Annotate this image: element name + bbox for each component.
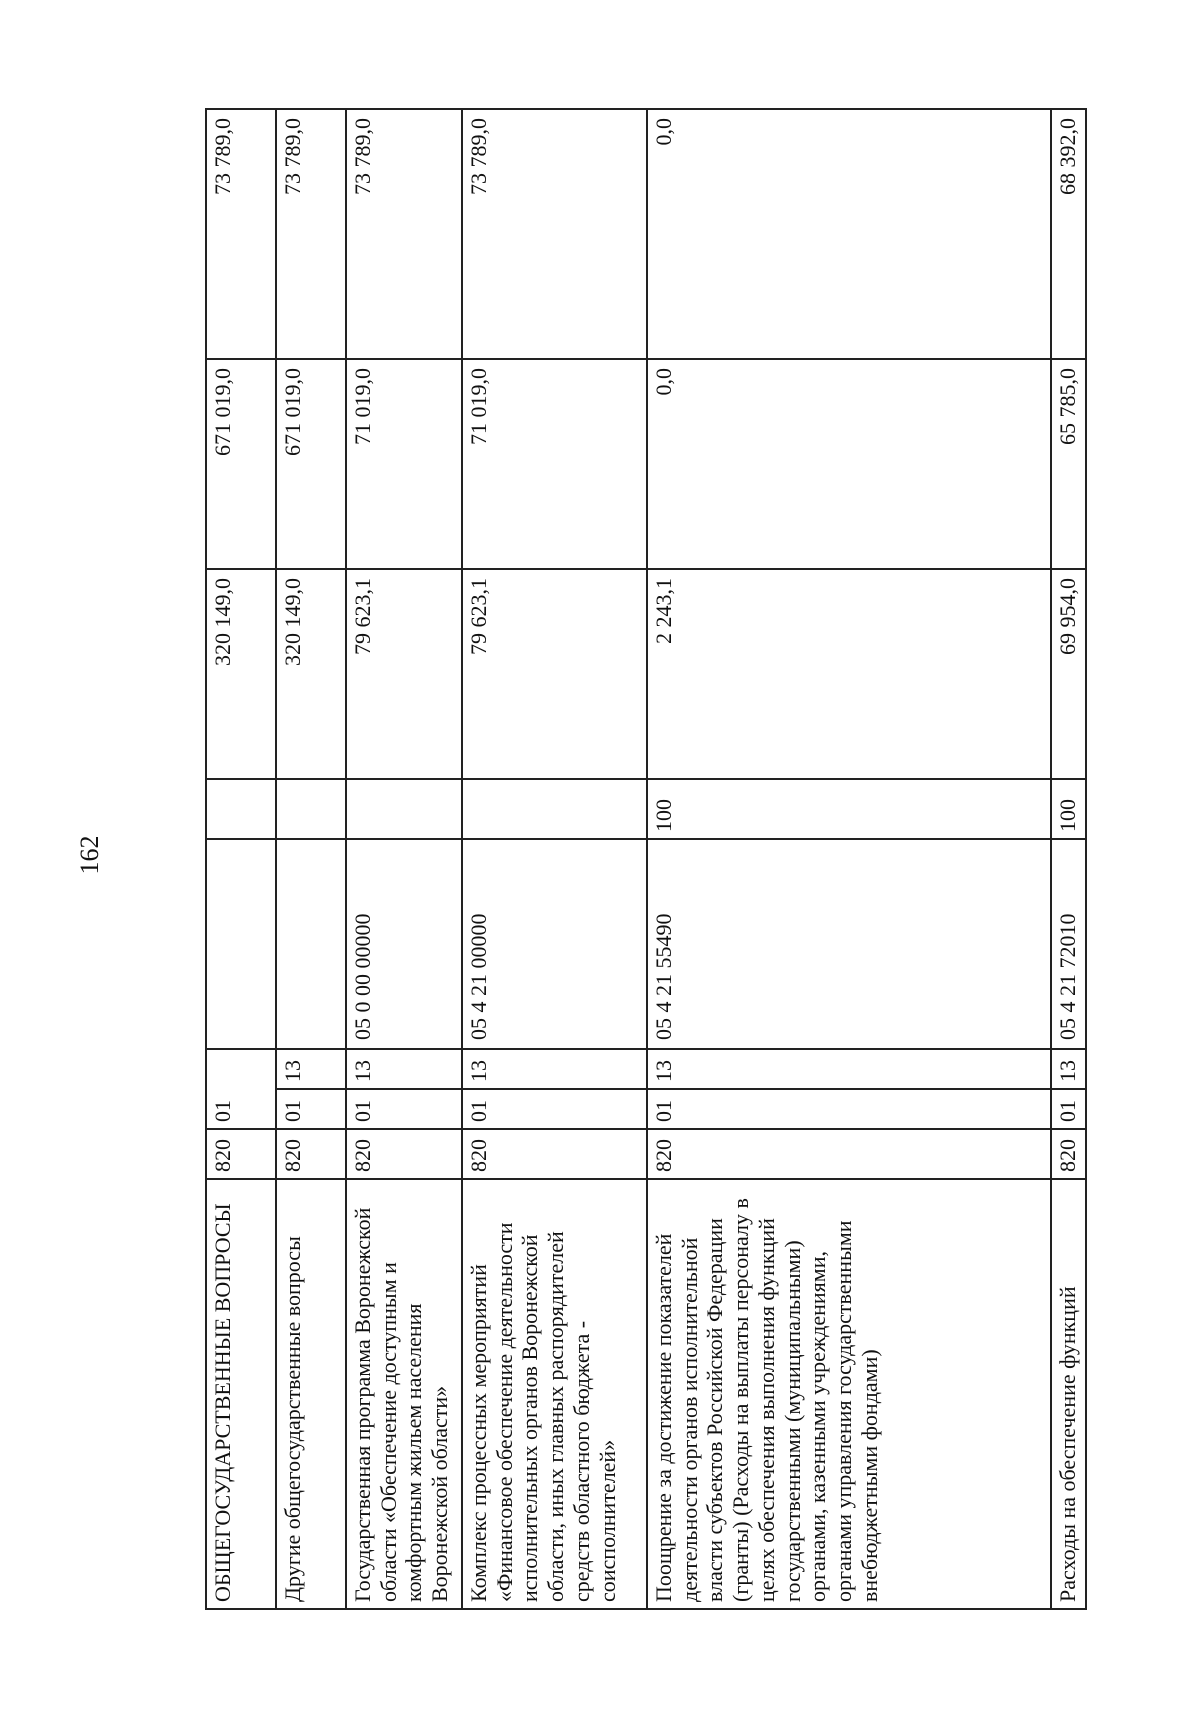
row-name: Комплекс процессных мероприятий «Финансовое обеспечение деятельности исполнительных органов Воронежской области, иных главных распорядителей средств областного бюджета - соисполнителей» <box>462 1179 647 1609</box>
cell-rz: 01 <box>276 1089 346 1129</box>
cell-vr <box>206 779 276 839</box>
cell-value-3: 73 789,0 <box>276 109 346 359</box>
cell-pr: 13 <box>647 1049 1051 1089</box>
cell-value-3: 73 789,0 <box>462 109 647 359</box>
cell-csr: 05 0 00 00000 <box>346 839 462 1049</box>
row-name: Поощрение за достижение показателей деятельности органов исполнительной власти субъектов Российской Федерации (гранты) (Расходы на выплаты персоналу в целях обеспечения выполнения функций государственными (муниципальными) органами, казенными учреждениями, органами управления государственными внебюджетными фондами) <box>647 1179 1051 1609</box>
cell-pr: 13 <box>346 1049 462 1089</box>
cell-csr: 05 4 21 72010 <box>1051 839 1086 1049</box>
table-row <box>1051 109 1086 1609</box>
table-row <box>647 109 1051 1609</box>
cell-rz: 01 <box>462 1089 647 1129</box>
page-number: 162 <box>75 835 104 875</box>
cell-rz: 01 <box>1051 1089 1086 1129</box>
cell-value-3: 0,0 <box>647 109 1051 359</box>
cell-vr: 100 <box>1051 779 1086 839</box>
cell-rz: 01 <box>346 1089 462 1129</box>
cell-pr: 13 <box>462 1049 647 1089</box>
cell-pr: 13 <box>1051 1049 1086 1089</box>
cell-value-1: 2 243,1 <box>647 569 1051 779</box>
row-name: Государственная программа Воронежской области «Обеспечение доступным и комфортным жильем населения Воронежской области» <box>346 1179 462 1609</box>
cell-value-3: 73 789,0 <box>206 109 276 359</box>
cell-csr: 05 4 21 55490 <box>647 839 1051 1049</box>
cell-csr: 05 4 21 00000 <box>462 839 647 1049</box>
cell-csr <box>276 839 346 1049</box>
cell-vr <box>462 779 647 839</box>
cell-value-1: 79 623,1 <box>462 569 647 779</box>
cell-pr: 13 <box>276 1049 346 1089</box>
cell-value-1: 79 623,1 <box>346 569 462 779</box>
row-name-text: Расходы на обеспечение функций <box>1055 1286 1080 1602</box>
cell-value-2: 0,0 <box>647 359 1051 569</box>
cell-gr: 820 <box>1051 1129 1086 1179</box>
cell-vr: 100 <box>647 779 1051 839</box>
cell-value-2: 671 019,0 <box>276 359 346 569</box>
cell-value-2: 65 785,0 <box>1051 359 1086 569</box>
table-row <box>462 109 647 1609</box>
row-name: Другие общегосударственные вопросы <box>276 1179 346 1609</box>
row-name: ОБЩЕГОСУДАРСТВЕННЫЕ ВОПРОСЫ <box>206 1179 276 1609</box>
cell-value-2: 71 019,0 <box>462 359 647 569</box>
cell-vr <box>276 779 346 839</box>
budget-table <box>205 108 1087 1610</box>
cell-value-1: 320 149,0 <box>206 569 276 779</box>
cell-gr: 820 <box>346 1129 462 1179</box>
cell-value-3: 73 789,0 <box>346 109 462 359</box>
table-row <box>276 109 346 1609</box>
cell-rz: 01 <box>647 1089 1051 1129</box>
row-name <box>1051 1179 1086 1609</box>
table-row <box>346 109 462 1609</box>
cell-gr: 820 <box>276 1129 346 1179</box>
cell-value-1: 69 954,0 <box>1051 569 1086 779</box>
cell-gr: 820 <box>206 1129 276 1179</box>
cell-rz: 01 <box>206 1049 276 1129</box>
table-row <box>206 109 276 1609</box>
cell-gr: 820 <box>462 1129 647 1179</box>
cell-value-3: 68 392,0 <box>1051 109 1086 359</box>
rotated-table-container <box>205 110 1085 1610</box>
cell-value-1: 320 149,0 <box>276 569 346 779</box>
cell-value-2: 71 019,0 <box>346 359 462 569</box>
cell-gr: 820 <box>647 1129 1051 1179</box>
cell-csr <box>206 839 276 1049</box>
cell-vr <box>346 779 462 839</box>
cell-value-2: 671 019,0 <box>206 359 276 569</box>
